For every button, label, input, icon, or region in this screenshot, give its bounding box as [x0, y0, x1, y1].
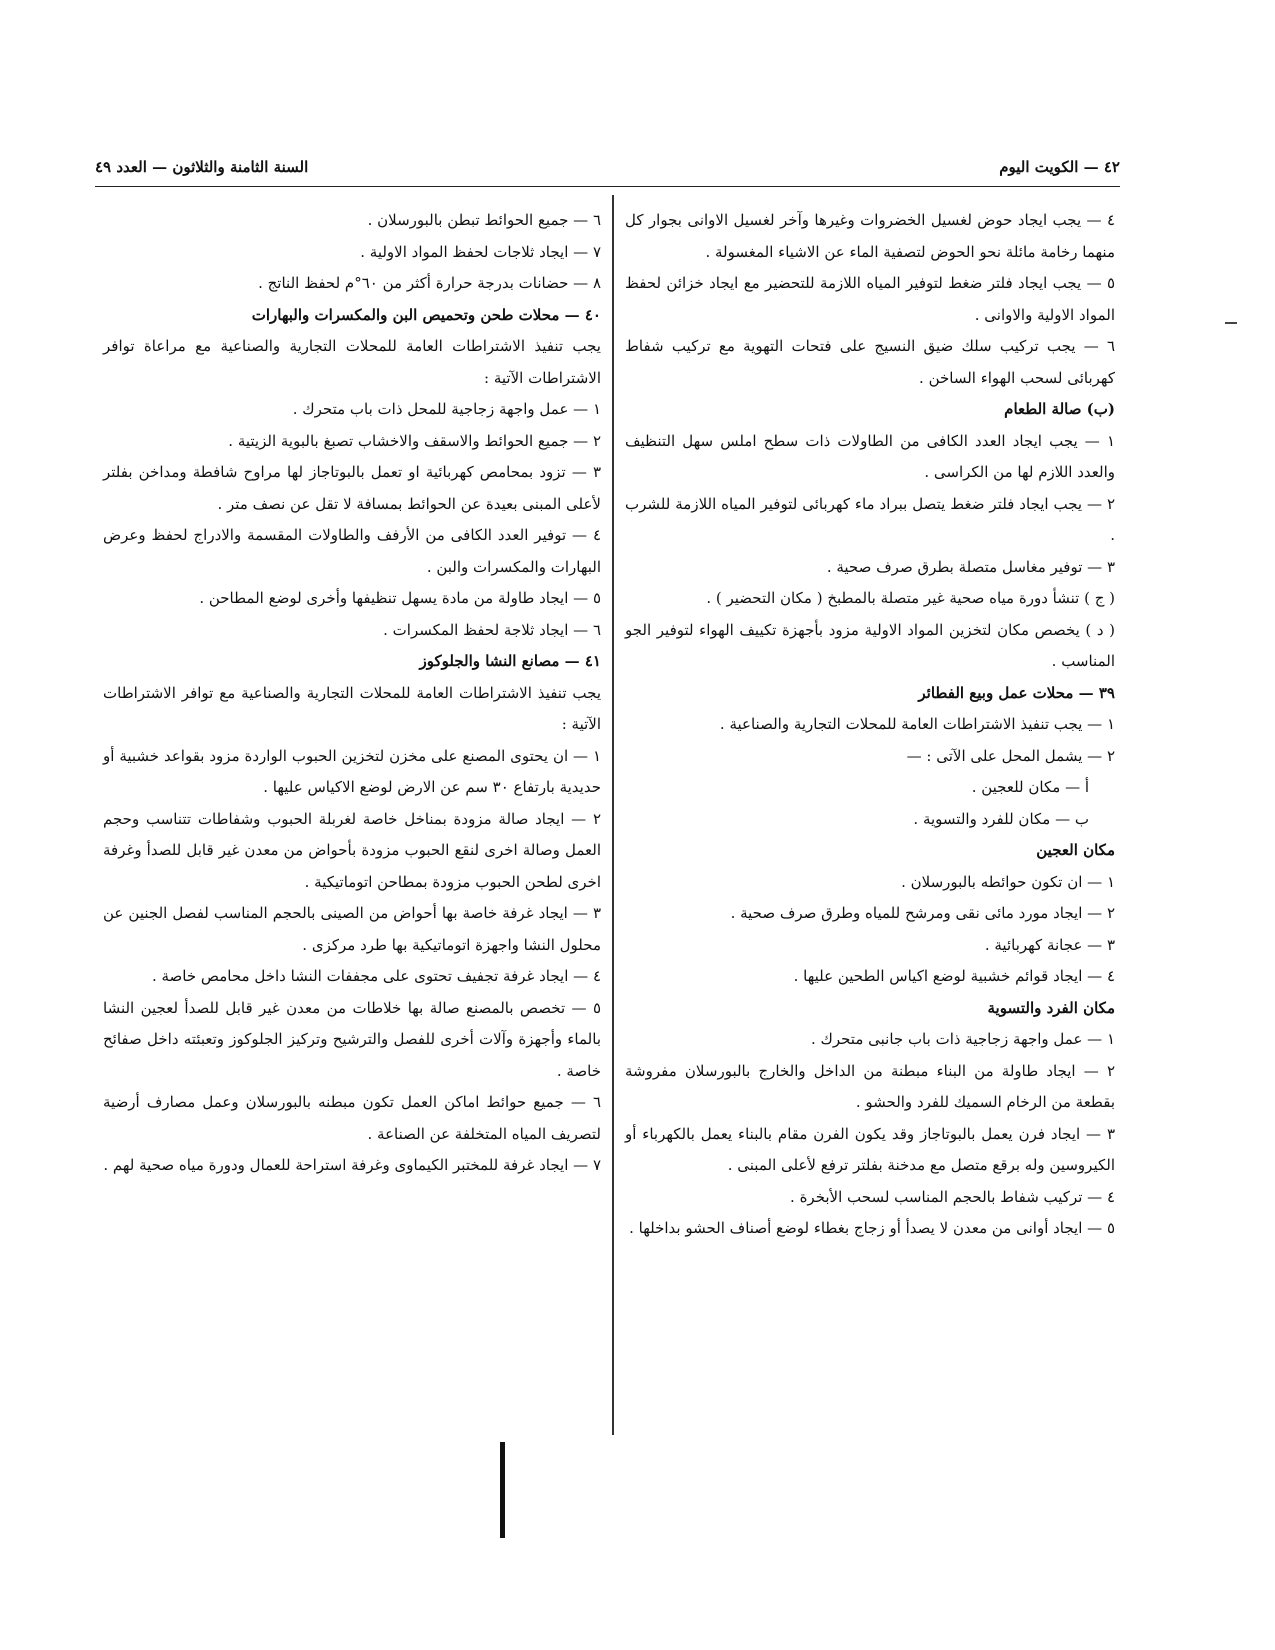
clause-paragraph: ٤ — يجب ايجاد حوض لغسيل الخضروات وغيرها وآخر لغسيل الاوانى بجوار كل منهما رخامة مائلة نحو الحوض لتصفية الماء عن الاشياء المغسولة . — [625, 211, 1115, 261]
clause-paragraph: ٥ — تخصص بالمصنع صالة بها خلاطات من معدن غير قابل للصدأ لعجين النشا بالماء وأجهزة وآلات أخرى للفصل والترشيح وتركيز الجلوكوز وتعبئته داخل صفائح خاصة . — [103, 998, 601, 1080]
clause-paragraph: ٢ — جميع الحوائط والاسقف والاخشاب تصبغ بالبوية الزيتية . — [228, 431, 601, 450]
clause-paragraph: ٦ — ايجاد ثلاجة لحفظ المكسرات . — [383, 620, 601, 639]
margin-mark — [1225, 322, 1237, 324]
clause-paragraph: أ — مكان للعجين . — [971, 778, 1089, 796]
section-heading: ٤١ — مصانع النشا والجلوكوز — [419, 652, 601, 670]
clause-paragraph: ٦ — جميع حوائط اماكن العمل تكون مبطنه بالبورسلان وعمل مصارف أرضية لتصريف المياه المتخلفة عن الصناعة . — [103, 1093, 601, 1143]
section-heading: (ب) صالة الطعام — [1004, 400, 1115, 418]
clause-paragraph: ١ — يجب تنفيذ الاشتراطات العامة للمحلات التجارية والصناعية . — [719, 715, 1115, 733]
clause-paragraph: ١ — عمل واجهة زجاجية للمحل ذات باب متحرك . — [292, 400, 601, 418]
clause-paragraph: ب — مكان للفرد والتسوية . — [913, 809, 1089, 828]
right-column — [625, 205, 1115, 1245]
clause-paragraph: يجب تنفيذ الاشتراطات العامة للمحلات التجارية والصناعية مع مراعاة توافر الاشتراطات الآتية : — [103, 337, 601, 387]
clause-paragraph: ٤ — ايجاد غرفة تجفيف تحتوى على مجففات النشا داخل محامص خاصة . — [151, 967, 601, 985]
clause-paragraph: ٤ — توفير العدد الكافى من الأرفف والطاولات المقسمة والادراج لحفظ وعرض البهارات والمكسرات والبن . — [103, 526, 601, 576]
clause-paragraph: ٣ — تزود بمحامص كهربائية او تعمل بالبوتاجاز لها مراوح شافطة ومداخن بفلتر لأعلى المبنى بعيدة عن الحوائط بمسافة لا تقل عن نصف متر . — [103, 463, 601, 513]
section-heading: مكان العجين — [1036, 841, 1115, 859]
section-heading: ٣٩ — محلات عمل وبيع الفطائر — [918, 683, 1115, 702]
clause-paragraph: ٦ — يجب تركيب سلك ضيق النسيج على فتحات التهوية مع تركيب شفاط كهربائى لسحب الهواء الساخن . — [625, 337, 1115, 387]
clause-paragraph: ٢ — ايجاد صالة مزودة بمناخل خاصة لغربلة الحبوب وشفاطات تتناسب وحجم العمل وصالة اخرى لنقع الحبوب مزودة بأحواض من معدن غير قابل للصدأ وغرفة اخرى لطحن الحبوب مزودة بمطاحن اتوماتيكية . — [103, 809, 601, 891]
clause-paragraph: ١ — ان يحتوى المصنع على مخزن لتخزين الحبوب الواردة مزود بقواعد خشبية أو حديدية بارتفاع ٣٠ سم عن الارض لوضع الاكياس عليها . — [103, 746, 601, 796]
clause-paragraph: ٣ — توفير مغاسل متصلة بطرق صرف صحية . — [826, 557, 1115, 576]
clause-paragraph: ٢ — يجب ايجاد فلتر ضغط يتصل ببراد ماء كهربائى لتوفير المياه اللازمة للشرب . — [625, 494, 1115, 544]
clause-paragraph: ٧ — ايجاد ثلاجات لحفظ المواد الاولية . — [360, 242, 601, 261]
clause-paragraph: ١ — ان تكون حوائطه بالبورسلان . — [901, 872, 1115, 891]
clause-paragraph: يجب تنفيذ الاشتراطات العامة للمحلات التجارية والصناعية مع توافر الاشتراطات الآتية : — [103, 683, 601, 733]
section-heading: ٤٠ — محلات طحن وتحميص البن والمكسرات والبهارات — [251, 305, 601, 324]
clause-paragraph: ٢ — ايجاد مورد مائى نقى ومرشح للمياه وطرق صرف صحية . — [730, 904, 1115, 922]
header-page-number-title: ٤٢ — الكويت اليوم — [999, 158, 1120, 176]
clause-paragraph: ٦ — جميع الحوائط تبطن بالبورسلان . — [367, 211, 601, 229]
clause-paragraph: ٥ — يجب ايجاد فلتر ضغط لتوفير المياه اللازمة للتحضير مع ايجاد خزائن لحفظ المواد الاولية والاوانى . — [625, 274, 1115, 324]
clause-paragraph: ٥ — ايجاد طاولة من مادة يسهل تنظيفها وأخرى لوضع المطاحن . — [199, 589, 601, 607]
clause-paragraph: ٣ — ايجاد غرفة خاصة بها أحواض من الصينى بالحجم المناسب لفصل الجنين عن محلول النشا واجهزة اتوماتيكية بها طرد مركزى . — [103, 904, 601, 954]
clause-paragraph: ٧ — ايجاد غرفة للمختبر الكيماوى وغرفة استراحة للعمال ودورة مياه صحية لهم . — [103, 1156, 601, 1174]
left-column — [103, 205, 601, 1182]
column-divider — [612, 195, 614, 1435]
clause-paragraph: ٢ — يشمل المحل على الآتى : — — [906, 746, 1115, 765]
clause-paragraph: ٣ — ايجاد فرن يعمل بالبوتاجاز وقد يكون الفرن مقام بالبناء يعمل بالكهرباء أو الكيروسين وله برقع متصل مع مدخنة بفلتر ترفع لأعلى المبنى . — [625, 1124, 1115, 1174]
clause-paragraph: ٤ — تركيب شفاط بالحجم المناسب لسحب الأبخرة . — [790, 1187, 1115, 1206]
clause-paragraph: ٢ — ايجاد طاولة من البناء مبطنة من الداخل والخارج بالبورسلان مفروشة بقطعة من الرخام السميك للفرد والحشو . — [625, 1061, 1115, 1111]
clause-paragraph: ١ — يجب ايجاد العدد الكافى من الطاولات ذات سطح املس سهل التنظيف والعدد اللازم لها من الكراسى . — [625, 431, 1115, 481]
clause-paragraph: ٨ — حضانات بدرجة حرارة أكثر من ٦٠°م لحفظ الناتج . — [258, 274, 601, 292]
clause-paragraph: ٣ — عجانة كهربائية . — [984, 935, 1115, 954]
clause-paragraph: ٤ — ايجاد قوائم خشبية لوضع اكياس الطحين عليها . — [793, 967, 1115, 985]
clause-paragraph: ( د ) يخصص مكان لتخزين المواد الاولية مزود بأجهزة تكييف الهواء لتوفير الجو المناسب . — [625, 620, 1115, 670]
page-header — [95, 152, 1120, 187]
clause-paragraph: ٥ — ايجاد أوانى من معدن لا يصدأ أو زجاج بغطاء لوضع أصناف الحشو بداخلها . — [629, 1219, 1115, 1237]
clause-paragraph: ١ — عمل واجهة زجاجية ذات باب جانبى متحرك . — [810, 1030, 1115, 1048]
section-heading: مكان الفرد والتسوية — [987, 998, 1115, 1017]
scan-mark — [500, 1442, 505, 1538]
header-issue-info: السنة الثامنة والثلاثون — العدد ٤٩ — [95, 158, 309, 176]
clause-paragraph: ( ج ) تنشأ دورة مياه صحية غير متصلة بالمطبخ ( مكان التحضير ) . — [706, 589, 1115, 607]
